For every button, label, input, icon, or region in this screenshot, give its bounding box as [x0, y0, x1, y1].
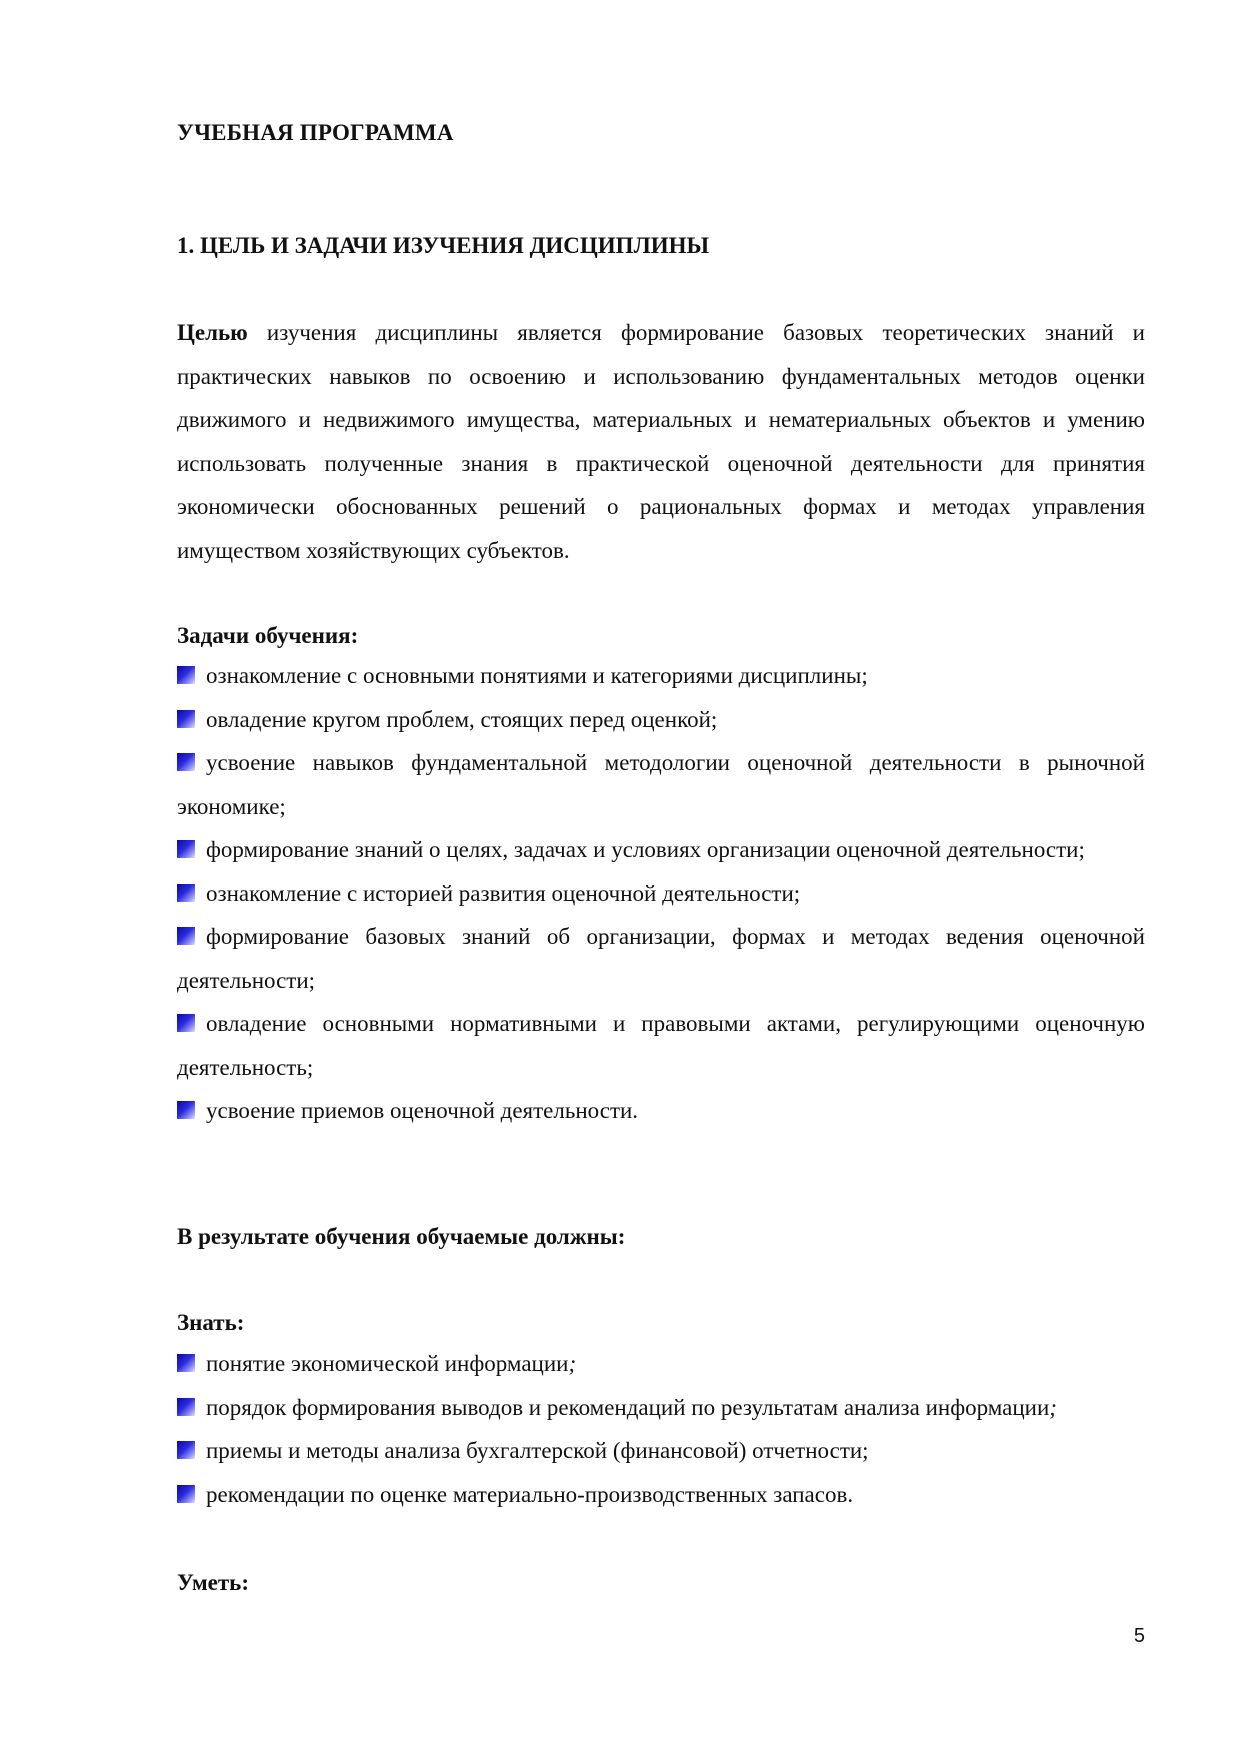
square-bullet-icon: [177, 884, 195, 902]
square-bullet-icon: [177, 927, 195, 945]
list-item-text: порядок формирования выводов и рекомендаций по результатам анализа информации: [206, 1394, 1050, 1420]
list-item: [177, 1089, 1145, 1133]
list-item: [177, 654, 1145, 698]
list-item: [177, 698, 1145, 742]
list-item-text: усвоение приемов оценочной деятельности.: [206, 1098, 639, 1123]
list-item-text: овладение кругом проблем, стоящих перед оценкой;: [206, 706, 718, 732]
know-list: [177, 1342, 1145, 1516]
list-item: [177, 741, 1145, 828]
square-bullet-icon: [177, 840, 195, 858]
list-item: [177, 1386, 1145, 1430]
list-item: [177, 872, 1145, 916]
square-bullet-icon: [177, 753, 195, 771]
square-bullet-icon: [177, 1398, 195, 1416]
square-bullet-icon: [177, 1354, 195, 1372]
square-bullet-icon: [177, 1101, 195, 1119]
intro-lead: Целью: [177, 320, 248, 345]
intro-paragraph: [177, 311, 1145, 572]
tasks-heading: Задачи обучения:: [177, 623, 359, 648]
document-title: УЧЕБНАЯ ПРОГРАММА: [177, 120, 454, 145]
list-item-text: рекомендации по оценке материально-производственных запасов.: [206, 1481, 854, 1507]
intro-text: изучения дисциплины является формирование базовых теоретических знаний и практических навыков по освоению и использованию фундаментальных методов оценки движимого и недвижимого имущества, материальных и нематериальных объектов и умению использовать полученные знания в практической оценочной деятельности для принятия экономически обоснованных решений о рациональных формах и методах управления имуществом хозяйствующих субъектов.: [177, 320, 1145, 563]
list-item: [177, 1473, 1145, 1517]
can-heading: Уметь:: [177, 1570, 249, 1595]
list-item-end: ;: [568, 1351, 577, 1376]
list-item: [177, 915, 1145, 1002]
list-item-text: усвоение навыков фундаментальной методологии оценочной деятельности в рыночной экономике;: [177, 750, 1145, 819]
list-item-text: ознакомление с основными понятиями и категориями дисциплины;: [206, 663, 868, 688]
list-item-text: приемы и методы анализа бухгалтерской (финансовой) отчетности;: [206, 1438, 869, 1463]
list-item-text: овладение основными нормативными и правовыми актами, регулирующими оценочную деятельность;: [177, 1011, 1145, 1080]
square-bullet-icon: [177, 1441, 195, 1459]
list-item-text: понятие экономической информации: [206, 1351, 569, 1376]
document-page: [177, 0, 1145, 1754]
list-item-text: ознакомление с историей развития оценочной деятельности;: [206, 880, 801, 906]
list-item: [177, 1342, 1145, 1386]
list-item-text: формирование знаний о целях, задачах и условиях организации оценочной деятельности;: [206, 837, 1085, 862]
list-item-end: ;: [1049, 1394, 1057, 1420]
square-bullet-icon: [177, 1485, 195, 1503]
page-number: 5: [1133, 1625, 1145, 1647]
square-bullet-icon: [177, 1014, 195, 1032]
result-heading: В результате обучения обучаемые должны:: [177, 1224, 626, 1249]
section-heading: 1. ЦЕЛЬ И ЗАДАЧИ ИЗУЧЕНИЯ ДИСЦИПЛИНЫ: [177, 233, 710, 258]
list-item: [177, 1002, 1145, 1089]
square-bullet-icon: [177, 710, 195, 728]
list-item-text: формирование базовых знаний об организации, формах и методах ведения оценочной деятельности;: [177, 924, 1145, 993]
tasks-list: [177, 654, 1145, 1133]
square-bullet-icon: [177, 666, 195, 684]
list-item: [177, 1429, 1145, 1473]
list-item: [177, 828, 1145, 872]
know-heading: Знать:: [177, 1310, 245, 1335]
